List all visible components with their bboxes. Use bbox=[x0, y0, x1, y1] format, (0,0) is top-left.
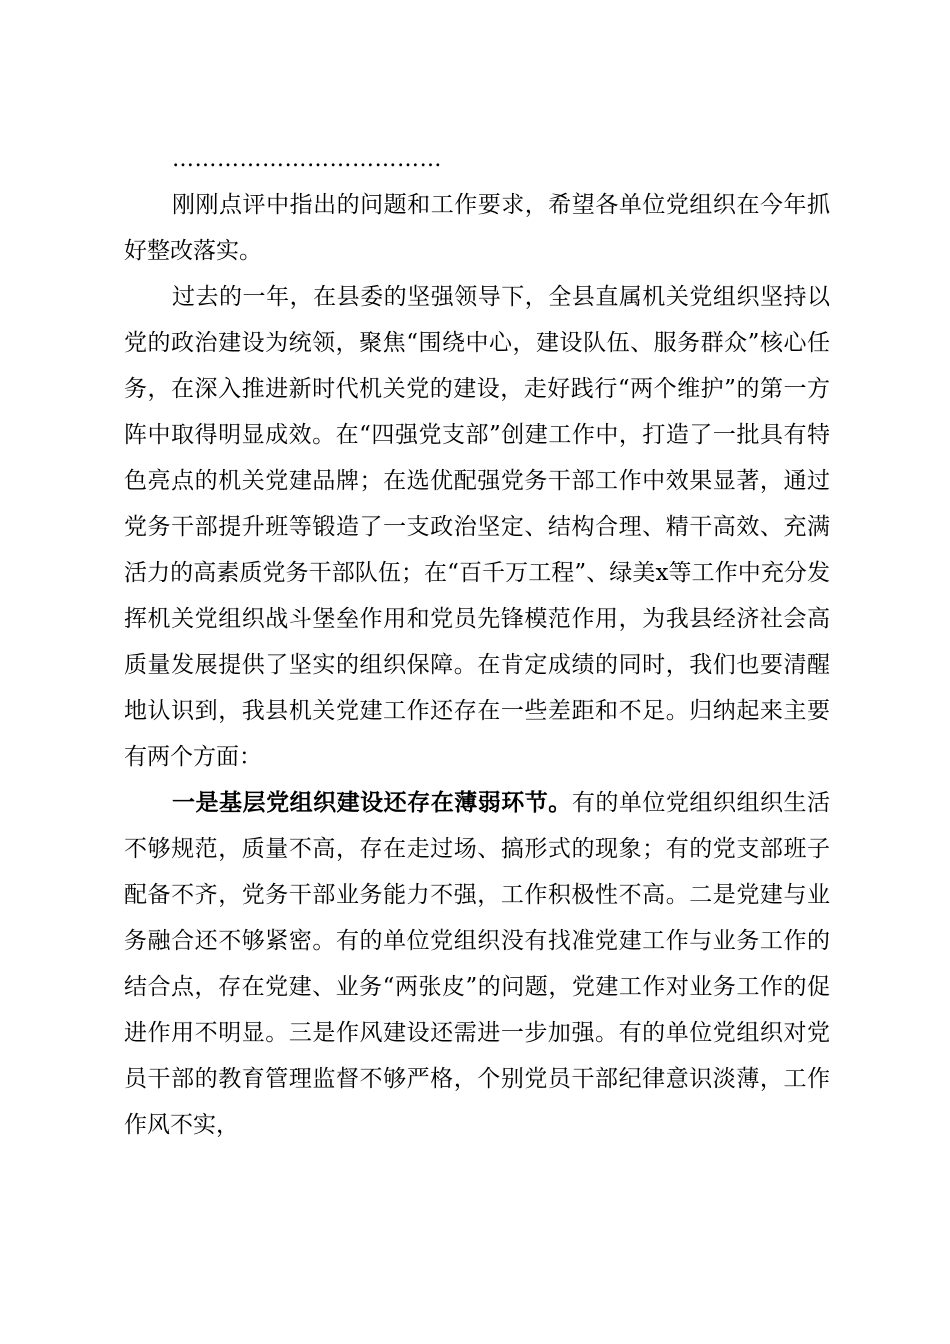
paragraph-text: 有的单位党组织组织生活不够规范，质量不高，存在走过场、搞形式的现象；有的党支部班子配备不齐，党务干部业务能力不强，工作积极性不高。二是党建与业务融合还不够紧密。有的单位党组织没有找准党建工作与业务工作的结合点，存在党建、业务“两张皮”的问题，党建工作对业务工作的促进作用不明显。三是作风建设还需进一步加强。有的单位党组织对党员干部的教育管理监督不够严格，个别党员干部纪律意识淡薄，工作作风不实， bbox=[124, 790, 831, 1138]
leading-ellipsis: ……………………………… bbox=[172, 147, 442, 172]
paragraph-rectification bbox=[124, 182, 830, 274]
paragraph-text: 刚刚点评中指出的问题和工作要求，希望各单位党组织在今年抓好整改落实。 bbox=[124, 192, 830, 264]
paragraph-problems bbox=[124, 780, 830, 1148]
paragraph-text: 过去的一年，在县委的坚强领导下，全县直属机关党组织坚持以党的政治建设为统领，聚焦“围绕中心，建设队伍、服务群众”核心任务，在深入推进新时代机关党的建设，走好践行“两个维护”的第一方阵中取得明显成效。在“四强党支部”创建工作中，打造了一批具有特色亮点的机关党建品牌；在选优配强党务干部工作中效果显著，通过党务干部提升班等锻造了一支政治坚定、结构合理、精干高效、充满活力的高素质党务干部队伍；在“百千万工程”、绿美x等工作中充分发挥机关党组织战斗堡垒作用和党员先锋模范作用，为我县经济社会高质量发展提供了坚实的组织保障。在肯定成绩的同时，我们也要清醒地认识到，我县机关党建工作还存在一些差距和不足。归纳起来主要有两个方面： bbox=[124, 284, 830, 770]
paragraph-bold-lead: 一是基层党组织建设还存在薄弱环节。 bbox=[172, 789, 572, 816]
paragraph-achievements bbox=[124, 274, 830, 780]
document-body bbox=[124, 138, 830, 1148]
